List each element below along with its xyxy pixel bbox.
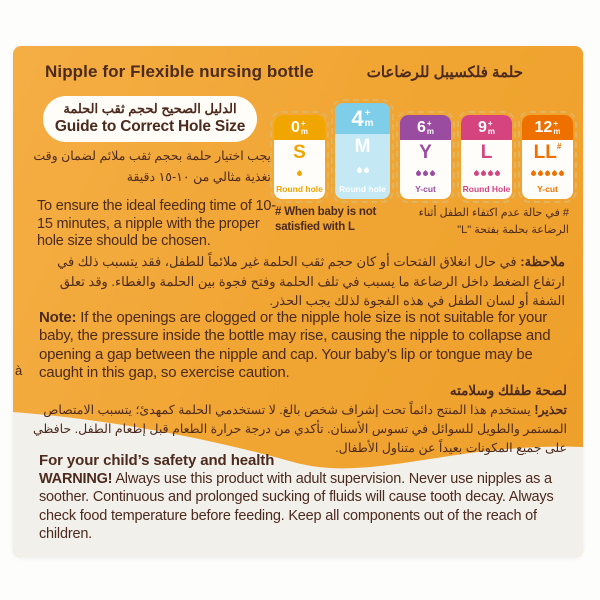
badge-cutout — [457, 111, 516, 203]
drop-icon — [493, 169, 500, 176]
warning-paragraph-ar — [31, 401, 567, 457]
size-badge-s — [274, 115, 325, 199]
flow-drops — [357, 166, 369, 174]
size-badge-y — [400, 115, 451, 199]
age-number: 4 — [351, 105, 364, 131]
guide-pill — [43, 96, 257, 142]
age-plus-month: + m — [300, 118, 309, 136]
size-badge-m — [335, 103, 390, 199]
size-letter: S — [293, 142, 306, 163]
drop-icon — [362, 166, 369, 173]
age-plus-month: + m — [426, 118, 435, 136]
drop-icon — [486, 169, 493, 176]
badge-body — [400, 140, 451, 199]
note-ar-text: في حال انغلاق الفتحات أو كان حجم ثقب الحلمة غير ملائماً للطفل، فقد يتسبب ذلك في ارتفاع الضغط داخل الرضاعة ما يسبب في تلف الحلمة وفتح فجوة بين الحلمة والغطاء. وقد تعلق الشفة أو لسان الطفل في هذه الفجوة لذلك يجب الحذر. — [57, 254, 565, 308]
drop-icon — [422, 169, 429, 176]
hole-type-label: Round hole — [276, 184, 323, 194]
hole-type-label: Y-cut — [415, 184, 436, 194]
age-number: 9 — [477, 118, 487, 136]
product-package-panel — [13, 46, 583, 557]
badge-age — [400, 115, 451, 140]
badge-age — [461, 115, 512, 140]
footnote-en: # When baby is not satisfied with L — [275, 206, 377, 233]
age-plus-month: + m — [553, 118, 561, 136]
size-letter: LL# — [533, 142, 562, 163]
age-plus-month: + m — [487, 118, 496, 136]
drop-icon — [429, 169, 436, 176]
flow-drops — [531, 169, 564, 177]
badge-age — [522, 115, 573, 140]
size-letter: Y — [419, 142, 432, 163]
size-footnote-mark: # — [556, 142, 562, 151]
flow-drops — [416, 169, 435, 177]
badge-cutout — [396, 111, 455, 203]
hole-type-label: Round Hole — [462, 184, 511, 194]
badge-body — [335, 134, 390, 199]
badge-age — [274, 115, 325, 140]
drop-icon — [544, 169, 551, 176]
safety-heading-ar: لصحة طفلك وسلامته — [449, 383, 567, 398]
warning-en-text: Always use this product with adult supervision. Never use nipples as a soother. Continuous and prolonged sucking of fluids will cause tooth decay. Always check food temperature before feeding. Keep all components out of the reach of children. — [39, 471, 554, 542]
product-title-ar: حلمة فلكسيبل للرضاعات — [366, 64, 523, 81]
drop-icon — [472, 169, 479, 176]
product-title-en: Nipple for Flexible nursing bottle — [45, 62, 314, 81]
size-badge-l — [461, 115, 512, 199]
size-letter: M — [354, 136, 371, 157]
badge-age — [335, 103, 390, 134]
hole-type-label: Round hole — [339, 184, 386, 194]
guide-pill-arabic: الدليل الصحيح لحجم ثقب الحلمة — [63, 101, 237, 117]
margin-print-artifact: à — [15, 363, 23, 378]
intro-paragraph-ar: يجب اختيار حلمة بحجم ثقب ملائم لضمان وقت تغذية مثالي من ١٠-١٥ دقيقة — [33, 149, 271, 184]
warning-paragraph-en — [39, 470, 569, 543]
hole-type-label: Y-cut — [537, 184, 558, 194]
badge-cutout — [331, 99, 394, 203]
age-number: 6 — [416, 118, 426, 136]
warning-en-label: WARNING! — [39, 471, 113, 487]
warning-ar-text: يستخدم هذا المنتج دائماً تحت إشراف شخص بالغ. لا تستخدمي الحلمة كمهدئ؛ يتسبب الامتصاص المستمر والطويل للسوائل في تسوس الأسنان. تأكدي من درجة حرارة الطعام قبل إطعام الطفل. حافظي على جميع المكونات بعيداً عن متناول الأطفال. — [33, 403, 567, 455]
flow-drops — [297, 169, 302, 177]
badge-body — [461, 140, 512, 199]
drop-icon — [551, 169, 558, 176]
note-ar-label: ملاحظة: — [520, 254, 565, 269]
size-badge-ll — [522, 115, 573, 199]
badge-footnotes — [275, 205, 569, 238]
title-row — [45, 62, 523, 82]
intro-paragraph-en: To ensure the ideal feeding time of 10-15 minutes, a nipple with the proper hole size should be chosen. — [37, 198, 276, 250]
note-en-text: If the openings are clogged or the nipple hole size is not suitable for your baby, the pressure inside the bottle may rise, causing the nipple to collapse and opening a gap between the nipple and cap. Your baby’s lip or tongue may be caught in this gap, so exercise caution. — [39, 309, 551, 382]
badge-cutout — [518, 111, 577, 203]
note-paragraph-ar — [31, 252, 565, 311]
drop-icon — [415, 169, 422, 176]
drop-icon — [530, 169, 537, 176]
drop-icon — [558, 169, 565, 176]
drop-icon — [479, 169, 486, 176]
warning-ar-label: تحذير! — [534, 403, 567, 417]
guide-pill-english: Guide to Correct Hole Size — [54, 118, 246, 136]
note-paragraph-en — [39, 309, 566, 383]
footnote-ar: # في حالة عدم اكتفاء الطفل أثناء الرضاعة بحلمة بفتحة "L" — [418, 207, 569, 236]
badge-cutout — [270, 111, 329, 203]
badge-body — [522, 140, 573, 199]
flow-drops — [474, 169, 500, 177]
size-letter: L — [480, 142, 493, 163]
drop-icon — [537, 169, 544, 176]
badge-body — [274, 140, 325, 199]
age-number: 12 — [534, 118, 553, 136]
age-number: 0 — [290, 118, 300, 136]
size-badges — [270, 99, 570, 203]
drop-icon — [355, 166, 362, 173]
age-plus-month: + m — [364, 108, 374, 129]
drop-icon — [296, 169, 303, 176]
safety-heading-en: For your child’s safety and health — [39, 452, 275, 469]
note-en-label: Note: — [39, 309, 77, 326]
